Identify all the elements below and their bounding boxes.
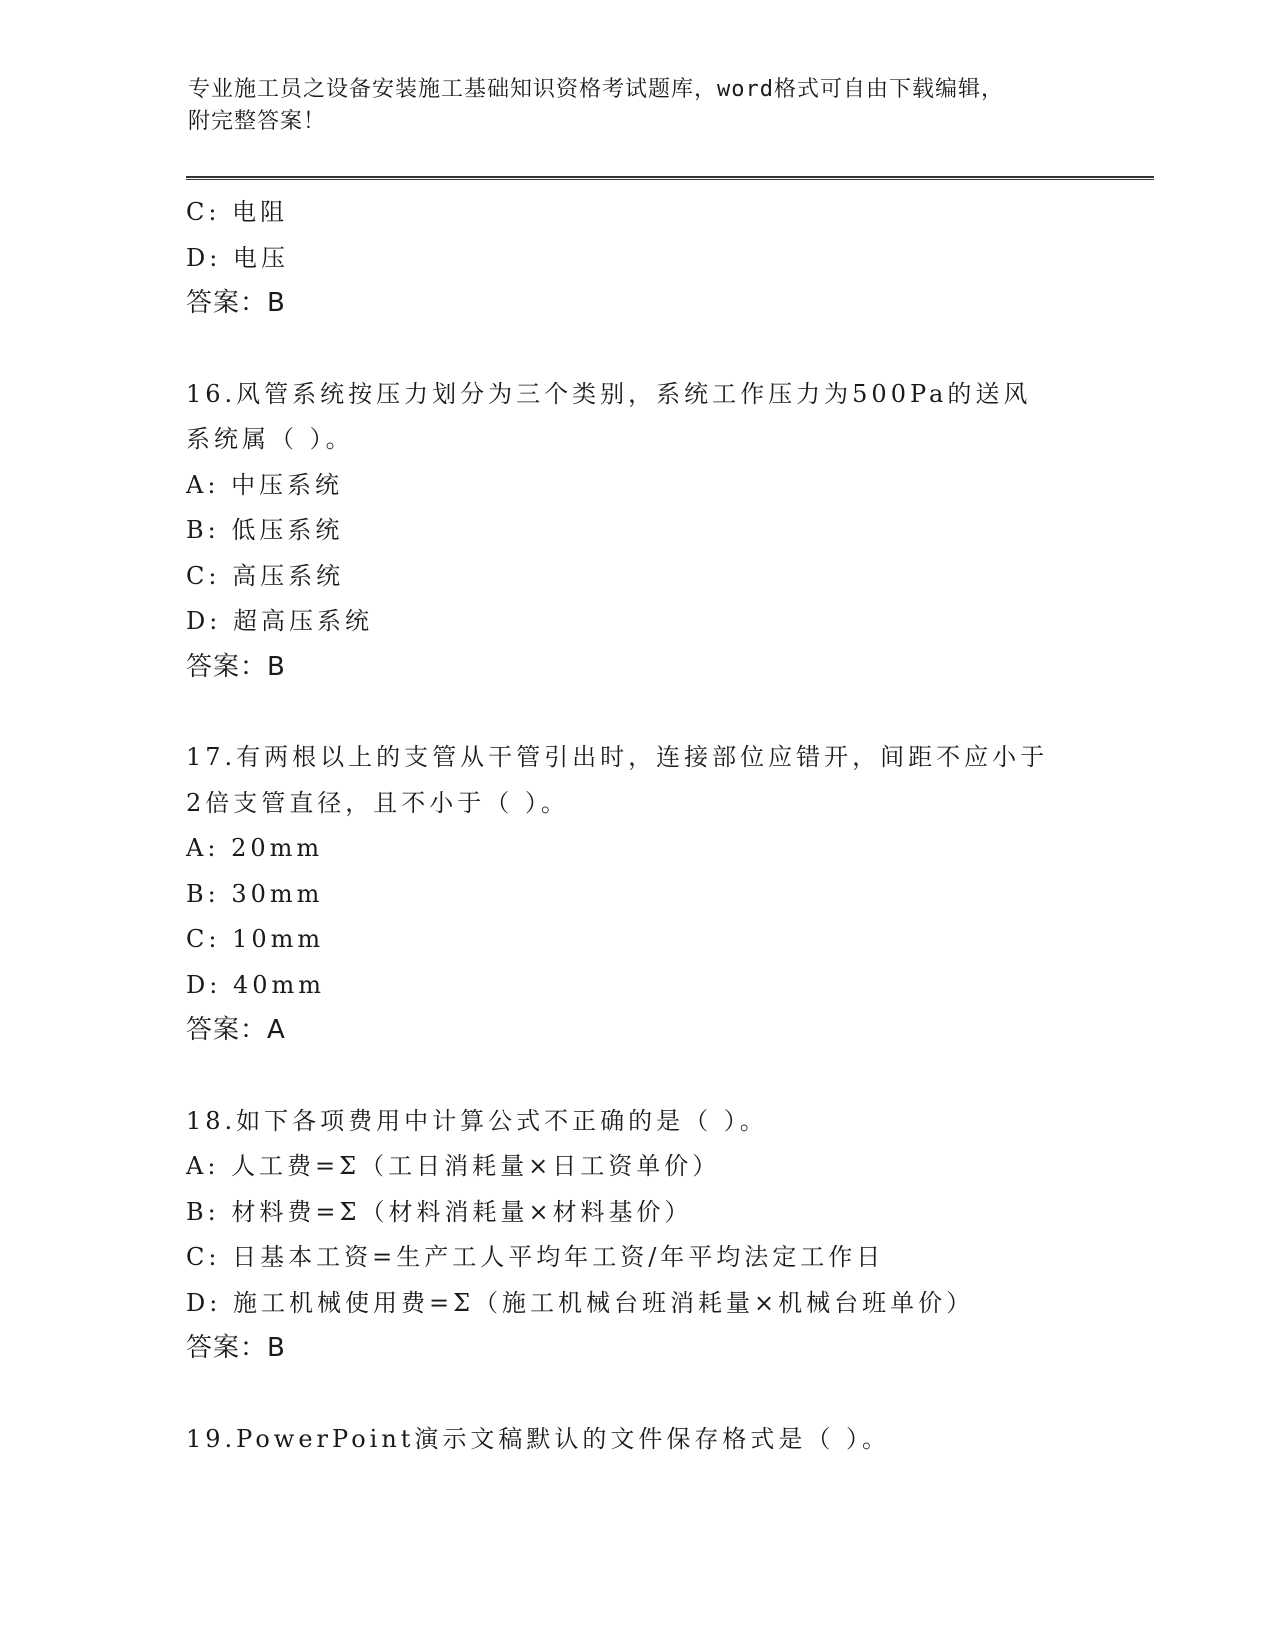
option-c: C: 10mm	[186, 925, 325, 953]
question-19	[186, 1417, 1116, 1463]
option-a: A: 人工费=Σ（工日消耗量×日工资单价）	[186, 1152, 721, 1180]
option-b: B: 30mm	[186, 879, 324, 908]
answer-line: 答案：A	[186, 1015, 286, 1045]
prev-question	[186, 190, 1116, 327]
option-c: C: 高压系统	[186, 561, 345, 590]
document-header	[188, 74, 1068, 138]
question-16	[186, 372, 1116, 691]
option-c: C: 日基本工资=生产工人平均年工资/年平均法定工作日	[186, 1243, 885, 1271]
option-d: D: 超高压系统	[186, 607, 373, 635]
option-c: C: 电阻	[186, 198, 289, 226]
answer-line: 答案：B	[186, 288, 286, 318]
question-18	[186, 1099, 1116, 1372]
header-divider	[186, 176, 1154, 180]
option-a: A: 20mm	[186, 834, 324, 862]
answer-line: 答案：B	[186, 1333, 286, 1363]
option-d: D: 电压	[186, 243, 289, 272]
answer-line: 答案：B	[186, 651, 286, 682]
option-d: D: 40mm	[186, 970, 326, 999]
header-title-line-1: 专业施工员之设备安装施工基础知识资格考试题库，word格式可自由下载编辑，	[188, 77, 1004, 102]
option-b: B: 低压系统	[186, 516, 344, 544]
option-b: B: 材料费=Σ（材料消耗量×材料基价）	[186, 1197, 693, 1226]
option-d: D: 施工机械使用费=Σ（施工机械台班消耗量×机械台班单价）	[186, 1288, 975, 1317]
question-list	[186, 190, 1116, 1462]
question-stem: 17.有两根以上的支管从干管引出时，连接部位应错开，间距不应小于2倍支管直径，且不小于（ ）。	[186, 743, 1049, 817]
question-stem: 18.如下各项费用中计算公式不正确的是（ ）。	[186, 1106, 768, 1135]
question-stem: 16.风管系统按压力划分为三个类别，系统工作压力为500Pa的送风系统属（ ）。	[186, 379, 1032, 453]
header-title-line-2: 附完整答案！	[188, 109, 327, 134]
question-stem: 19.PowerPoint演示文稿默认的文件保存格式是（ ）。	[186, 1424, 891, 1453]
question-17	[186, 735, 1116, 1054]
option-a: A: 中压系统	[186, 470, 344, 499]
